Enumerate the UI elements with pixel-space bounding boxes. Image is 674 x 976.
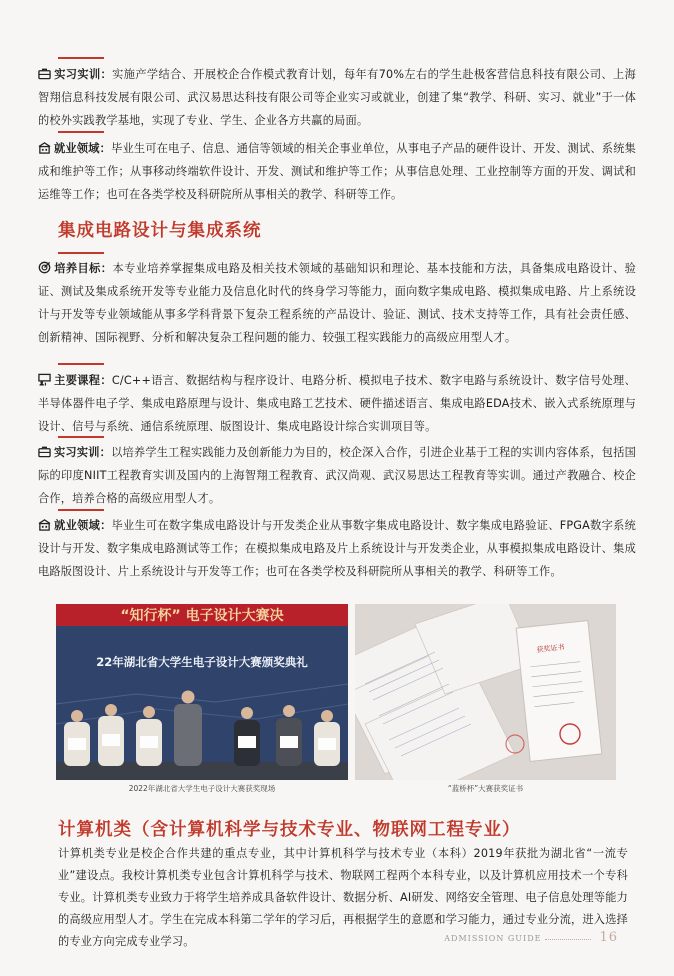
certificates-illustration: [355, 604, 616, 780]
page-footer: [444, 930, 618, 945]
employment-label: 就业领域：: [54, 519, 112, 532]
ceremony-illustration: [56, 604, 348, 780]
award-ceremony-photo: [56, 604, 348, 780]
teacher-icon: [38, 373, 51, 386]
employment-label: 就业领域：: [54, 142, 112, 155]
internship-label: 实习实训：: [54, 68, 113, 81]
internship-label: 实习实训：: [54, 446, 112, 459]
internship-paragraph: [38, 63, 636, 132]
building-icon: [38, 141, 51, 154]
certificates-photo: [355, 604, 616, 780]
accent-line: [58, 436, 104, 438]
internship-text: 以培养学生工程实践能力及创新能力为目的，校企深入合作，引进企业基于工程的实训内容体系，包括国际的印度NIIT工程教育实训及国内的上海智翔工程教育、武汉尚观、武汉易思达工程教育等实训。通过产教融合、校企合作，培养合格的高级应用型人才。: [38, 446, 636, 505]
accent-line: [58, 252, 104, 254]
admission-guide-label: ADMISSION GUIDE: [444, 934, 542, 943]
courses-block: [38, 369, 636, 438]
internship-text: 实施产学结合、开展校企合作模式教育计划，每年有70%左右的学生赴极客营信息科技有限公司、上海智翔信息科技发展有限公司、武汉易思达科技有限公司等企业实习或就业，创建了集“教学、科研、实习、就业”于一体的校外实践教学基地，实现了专业、学生、企业各方共赢的局面。: [38, 68, 636, 127]
briefcase-icon: [38, 445, 51, 458]
employment-text: 毕业生可在数字集成电路设计与开发类企业从事数字集成电路设计、数字集成电路验证、FPGA数字系统设计与开发、数字集成电路测试等工作；在模拟集成电路及片上系统设计与开发类企业，从事模拟集成电路设计、集成电路版图设计、片上系统设计与开发等工作；也可在各类学校及科研院所从事相关的教学、科研等工作。: [38, 519, 636, 578]
employment-text: 毕业生可在电子、信息、通信等领域的相关企事业单位，从事电子产品的硬件设计、开发、测试、系统集成和维护等工作；从事移动终端软件设计、开发、测试和维护等工作；从事信息处理、工业控制等方面的开发、调试和运维等工作；也可在各类学校及科研院所从事相关的教学、科研等工作。: [38, 142, 636, 201]
employment-paragraph: [38, 137, 636, 206]
goal-paragraph: [38, 257, 636, 349]
accent-line: [58, 509, 104, 511]
section-title-ic: 集成电路设计与集成系统: [58, 221, 262, 241]
internship-block-2: [38, 441, 636, 510]
accent-line: [58, 57, 104, 59]
employment-block-1: [38, 137, 636, 206]
courses-paragraph: [38, 369, 636, 438]
right-photo-caption: “蓝桥杯”大赛获奖证书: [447, 784, 524, 793]
goal-label: 培养目标：: [54, 262, 113, 275]
courses-label: 主要课程：: [54, 374, 112, 387]
certificate-text: 获奖证书: [536, 643, 565, 655]
footer-dots: [545, 939, 591, 940]
section-title-cs: 计算机类（含计算机科学与技术专业、物联网工程专业）: [58, 820, 521, 840]
employment-block-2: [38, 514, 636, 583]
courses-text: C/C++语言、数据结构与程序设计、电路分析、模拟电子技术、数字电路与系统设计、数字信号处理、半导体器件电子学、集成电路原理与设计、集成电路工艺技术、硬件描述语言、集成电路EDA技术、嵌入式系统原理与设计、信号与系统、通信系统原理、版图设计、集成电路设计综合实训项目等。: [38, 374, 636, 433]
internship-paragraph: [38, 441, 636, 510]
internship-block-1: [38, 63, 636, 132]
employment-paragraph: [38, 514, 636, 583]
building-icon: [38, 518, 51, 531]
screen-text: 22年湖北省大学生电子设计大赛颁奖典礼: [96, 655, 308, 669]
goal-block: [38, 257, 636, 349]
accent-line: [58, 363, 104, 365]
cs-intro-text: 计算机类专业是校企合作共建的重点专业，其中计算机科学与技术专业（本科）2019年获批为湖北省“一流专业”建设点。我校计算机类专业包含计算机科学与技术、物联网工程两个本科专业，以及计算机应用技术一个专科专业。计算机类专业致力于将学生培养成具备软件设计、数据分析、AI研发、网络安全管理、电子信息处理等能力的高级应用型人才。学生在完成本科第二学年的学习后，再根据学生的意愿和学习能力，通过专业分流，进入选择的专业方向完成专业学习。: [58, 847, 628, 948]
page-number: 16: [599, 930, 618, 945]
target-icon: [38, 261, 51, 274]
left-photo-caption: 2022年湖北省大学生电子设计大赛获奖现场: [128, 784, 276, 793]
briefcase-icon: [38, 67, 51, 80]
goal-text: 本专业培养掌握集成电路及相关技术领域的基础知识和理论、基本技能和方法，具备集成电路设计、验证、测试及集成系统开发等专业能力及信息化时代的终身学习等能力，面向数字集成电路、模拟集成电路、片上系统设计与开发等专业领域能从事多学科背景下复杂工程系统的产品设计、验证、测试、技术支持等工作，具有社会责任感、创新精神、国际视野、分析和解决复杂工程问题的能力、较强工程实践能力的高级应用型人才。: [38, 262, 636, 344]
banner-text: “知行杯” 电子设计大赛决: [120, 608, 284, 624]
accent-line: [58, 131, 104, 133]
